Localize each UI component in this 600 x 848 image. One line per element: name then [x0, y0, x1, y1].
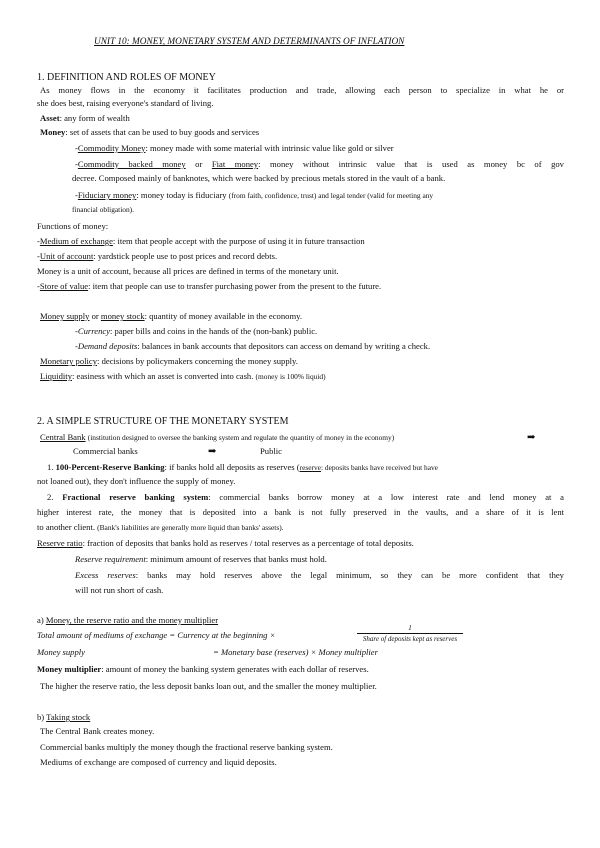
reserve-requirement-term: Reserve requirement	[75, 554, 146, 564]
full-reserve-number: 1.	[47, 462, 54, 472]
taking-stock-line-1: The Central Bank creates money.	[40, 726, 155, 736]
excess-reserves-line	[75, 570, 564, 581]
policy-term: Monetary policy	[40, 356, 98, 366]
money-multiplier-term: Money multiplier	[37, 664, 102, 674]
money-supply-line	[40, 311, 302, 322]
excess-reserves-def-1: : banks may hold reserves above the legal minimum, so they can be more confident that they	[135, 570, 564, 580]
unit-of-account-line: -Unit of account: yardstick people use to post prices and record debts.	[37, 251, 278, 261]
central-bank-line	[40, 432, 394, 443]
fiat-money-def-2: decree. Composed mainly of banknotes, which were backed by precious metals stored in the vault of a bank.	[72, 173, 446, 183]
taking-stock-line-2: Commercial banks multiply the money though the fractional reserve banking system.	[40, 742, 333, 752]
unit-of-account-note: Money is a unit of account, because all prices are defined in terms of the monetary unit.	[37, 266, 339, 276]
money-term: Money	[40, 127, 66, 137]
fractional-number: 2.	[47, 492, 54, 502]
liquidity-term: Liquidity	[40, 371, 72, 381]
asset-definition	[40, 113, 130, 124]
fiduciary-note-2: financial obligation).	[72, 205, 134, 214]
asset-def: : any form of wealth	[59, 113, 130, 123]
commercial-banks: Commercial banks	[73, 446, 138, 456]
equation-1-denominator: Share of deposits kept as reserves	[362, 635, 458, 643]
equation-1-lhs: Total amount of mediums of exchange = Currency at the beginning ×	[37, 630, 276, 640]
medium-of-exchange-line: -Medium of exchange: item that people accept with the purpose of using it in future transaction	[37, 236, 365, 246]
money-supply-def: : quantity of money available in the economy.	[144, 311, 303, 321]
currency-line: -Currency: paper bills and coins in the hands of the (non-bank) public.	[75, 326, 318, 336]
demand-term: Demand deposits	[77, 341, 138, 351]
monetary-policy-line	[40, 356, 298, 367]
central-bank-term: Central Bank	[40, 432, 86, 442]
currency-def: : paper bills and coins in the hands of the (non-bank) public.	[110, 326, 318, 336]
liquidity-def: : easiness with which an asset is converted into cash.	[72, 371, 254, 381]
store-of-value-line: -Store of value: item that people can use to transfer purchasing power from the present to the future.	[37, 281, 382, 291]
fractional-def-1: : commercial banks borrow money at a low interest rate and lend money at a	[208, 492, 564, 502]
commodity-money-def: : money made with some material with intrinsic value like gold or silver	[145, 143, 394, 153]
ms-or: or	[91, 311, 99, 321]
money-def: : set of assets that can be used to buy goods and services	[65, 127, 260, 137]
subsection-a-title: Money, the reserve ratio and the money multiplier	[45, 615, 219, 625]
commodity-backed-term: Commodity backed money	[77, 159, 186, 169]
money-supply-term: Money supply	[40, 311, 90, 321]
page-title: UNIT 10: MONEY, MONETARY SYSTEM AND DETERMINANTS OF INFLATION	[94, 37, 405, 47]
arrow-icon: ➡	[527, 432, 536, 443]
unit-def: : yardstick people use to post prices and record debts.	[93, 251, 278, 261]
money-definition	[40, 127, 259, 138]
reserve-ratio-line	[37, 538, 414, 549]
policy-def: : decisions by policymakers concerning the money supply.	[97, 356, 298, 366]
fiat-money-line: -Commodity backed money or Fiat money: money without intrinsic value that is used as money bc of gov	[75, 159, 564, 169]
reserve-requirement-line	[75, 554, 327, 565]
fiat-money-def: : money without intrinsic value that is used as money bc of gov	[258, 159, 564, 169]
demand-def: : balances in bank accounts that depositors can access on demand by writing a check.	[137, 341, 431, 351]
fractional-def-2: higher interest rate, the money that is deposited into a bank is not fully preserved in the vaults, and a share of it is lent	[37, 507, 564, 517]
excess-reserves-def-2: will not run short of cash.	[75, 585, 164, 595]
store-def: : item that people can use to transfer purchasing power from the present to the future.	[88, 281, 382, 291]
currency-term: Currency	[77, 326, 111, 336]
public: Public	[260, 446, 282, 456]
unit-term: Unit of account	[39, 251, 94, 261]
subsection-b-heading	[37, 712, 90, 723]
fractional-def-3: to another client.	[37, 522, 95, 532]
arrow-icon: ➡	[208, 446, 217, 457]
equation-2-rhs: = Monetary base (reserves) × Money multiplier	[213, 647, 378, 657]
excess-reserves-term: Excess reserves	[75, 570, 136, 580]
full-reserve-def-2: not loaned out), they don't influence the supply of money.	[37, 476, 236, 486]
asset-term: Asset	[40, 113, 60, 123]
subsection-b-title: Taking stock	[46, 712, 91, 722]
fractional-note: (Bank's liabilities are generally more liquid than banks' assets).	[97, 523, 284, 532]
reserve-ratio-term: Reserve ratio	[37, 538, 83, 548]
commodity-money-line: -Commodity Money: money made with some material with intrinsic value like gold or silver	[75, 143, 394, 153]
demand-deposits-line: -Demand deposits: balances in bank accounts that depositors can access on demand by writing a check.	[75, 341, 431, 351]
intro-line-2: she does best, raising everyone's standard of living.	[37, 98, 214, 108]
fiduciary-note: (from faith, confidence, trust) and legal tender (valid for meeting any	[228, 191, 434, 200]
medium-term: Medium of exchange	[39, 236, 113, 246]
taking-stock-line-3: Mediums of exchange are composed of currency and liquid deposits.	[40, 757, 277, 767]
money-multiplier-def: : amount of money the banking system generates with each dollar of reserves.	[101, 664, 369, 674]
fiat-money-term: Fiat money	[211, 159, 259, 169]
central-bank-note: (institution designed to oversee the banking system and regulate the quantity of money in the economy)	[87, 433, 395, 442]
reserve-term: reserve	[299, 463, 321, 472]
fiduciary-money-def: : money today is fiduciary	[136, 190, 227, 200]
money-multiplier-note: The higher the reserve ratio, the less deposit banks loan out, and the smaller the money multiplier.	[40, 681, 377, 691]
section-2-heading: 2. A SIMPLE STRUCTURE OF THE MONETARY SYSTEM	[37, 416, 289, 427]
subsection-a-heading	[37, 615, 218, 626]
full-reserve-line	[47, 462, 438, 473]
fiduciary-money-term: Fiduciary money	[77, 190, 137, 200]
full-reserve-def: : if banks hold all deposits as reserves (	[164, 462, 300, 472]
section-1-heading: 1. DEFINITION AND ROLES OF MONEY	[37, 72, 216, 83]
liquidity-note: (money is 100% liquid)	[255, 372, 326, 381]
equation-2-lhs: Money supply	[37, 647, 85, 657]
liquidity-line	[40, 371, 326, 382]
reserve-ratio-def: : fraction of deposits that banks hold as reserves / total reserves as a percentage of total deposits.	[82, 538, 414, 548]
subsection-a-prefix: a)	[37, 615, 44, 625]
reserve-requirement-def: : minimum amount of reserves that banks must hold.	[145, 554, 327, 564]
store-term: Store of value	[39, 281, 89, 291]
intro-line-1: As money flows in the economy it facilitates production and trade, allowing each person to specialize in what he or	[40, 85, 564, 95]
money-stock-term: money stock	[100, 311, 145, 321]
medium-def: : item that people accept with the purpose of using it in future transaction	[112, 236, 365, 246]
reserve-note: : deposits banks have received but have	[320, 463, 438, 472]
fractional-reserve-line	[47, 492, 564, 503]
fractional-term: Fractional reserve banking system	[62, 492, 209, 502]
subsection-b-prefix: b)	[37, 712, 45, 722]
full-reserve-term: 100-Percent-Reserve Banking	[55, 462, 165, 472]
fiduciary-money-line: -Fiduciary money: money today is fiduciary (from faith, confidence, trust) and legal tender (valid for meeting any	[75, 190, 434, 200]
equation-1-numerator: 1	[408, 624, 412, 632]
fraction-bar	[357, 633, 463, 634]
money-multiplier-line	[37, 664, 369, 675]
commodity-money-term: Commodity Money	[77, 143, 146, 153]
or-word: or	[195, 159, 203, 169]
fractional-def-3-line	[37, 522, 284, 533]
functions-heading: Functions of money:	[37, 221, 109, 231]
